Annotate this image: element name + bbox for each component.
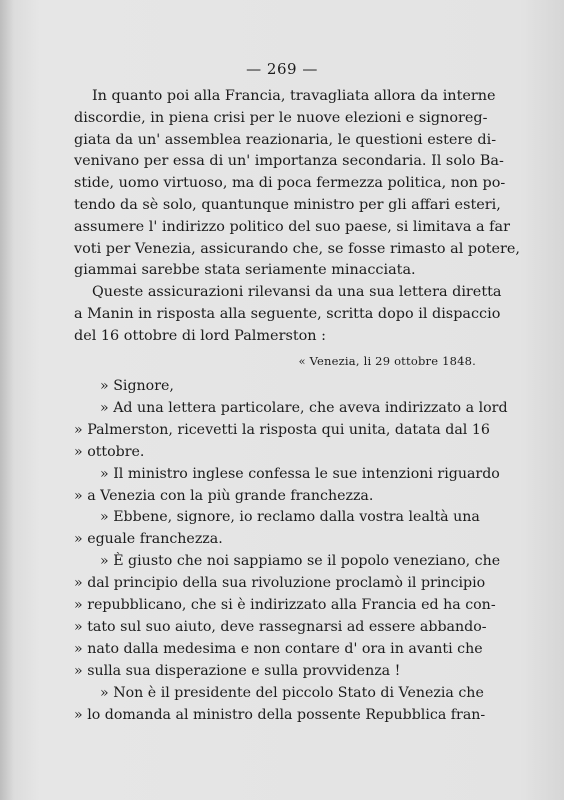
letter-line: » repubblicano, che si è indirizzato alla Francia ed ha con-: [74, 597, 496, 614]
letter-line: » Non è il presidente del piccolo Stato di Venezia che: [100, 684, 484, 701]
letter-line: » ottobre.: [74, 443, 145, 460]
letter-line: » nato dalla medesima e non contare d' ora in avanti che: [74, 640, 483, 657]
letter-line: » lo domanda al ministro della possente Repubblica fran-: [74, 706, 486, 723]
text-line: discordie, in piena crisi per le nuove elezioni e signoreg-: [74, 109, 488, 126]
quoted-letter: [74, 376, 508, 727]
page-number: — 269 —: [246, 60, 318, 78]
text-line: del 16 ottobre di lord Palmerston :: [74, 327, 326, 344]
paragraph-assurances: [74, 282, 502, 347]
letter-line: » dal principio della sua rivoluzione proclamò il principio: [74, 575, 486, 592]
text-line: tendo da sè solo, quantunque ministro per gli affari esteri,: [74, 196, 501, 213]
letter-line: » Ad una lettera particolare, che aveva indirizzato a lord: [100, 399, 508, 416]
letter-line: » Ebbene, signore, io reclamo dalla vostra lealtà una: [100, 509, 480, 526]
letter-line: » È giusto che noi sappiamo se il popolo veneziano, che: [100, 553, 501, 570]
letter-line: » sulla sua disperazione e sulla provvidenza !: [74, 662, 401, 679]
text-line: assumere l' indirizzo politico del suo paese, si limitava a far: [74, 218, 510, 235]
text-line: Queste assicurazioni rilevansi da una sua lettera diretta: [92, 284, 502, 300]
letter-salutation: » Signore,: [100, 378, 174, 394]
paragraph-france: [74, 86, 521, 282]
letter-dateline: « Venezia, li 29 ottobre 1848.: [298, 354, 476, 368]
text-line: giammai sarebbe stata seriamente minacciata.: [74, 262, 416, 279]
text-line: a Manin in risposta alla seguente, scritta dopo il dispaccio: [74, 305, 501, 322]
letter-line: » a Venezia con la più grande franchezza.: [74, 487, 374, 504]
letter-line: » eguale franchezza.: [74, 531, 223, 548]
letter-line: » Il ministro inglese confessa le sue intenzioni riguardo: [100, 465, 500, 482]
letter-line: » Palmerston, ricevetti la risposta qui unita, datata dal 16: [74, 421, 490, 438]
text-line: giata da un' assemblea reazionaria, le questioni estere di-: [74, 131, 497, 148]
text-line: In quanto poi alla Francia, travagliata allora da interne: [92, 88, 496, 104]
text-line: venivano per essa di un' importanza secondaria. Il solo Ba-: [74, 153, 504, 170]
letter-line: » tato sul suo aiuto, deve rassegnarsi ad essere abbando-: [74, 618, 487, 635]
text-line: stide, uomo virtuoso, ma di poca fermezza politica, non po-: [74, 175, 506, 192]
text-line: voti per Venezia, assicurando che, se fosse rimasto al potere,: [74, 240, 521, 257]
